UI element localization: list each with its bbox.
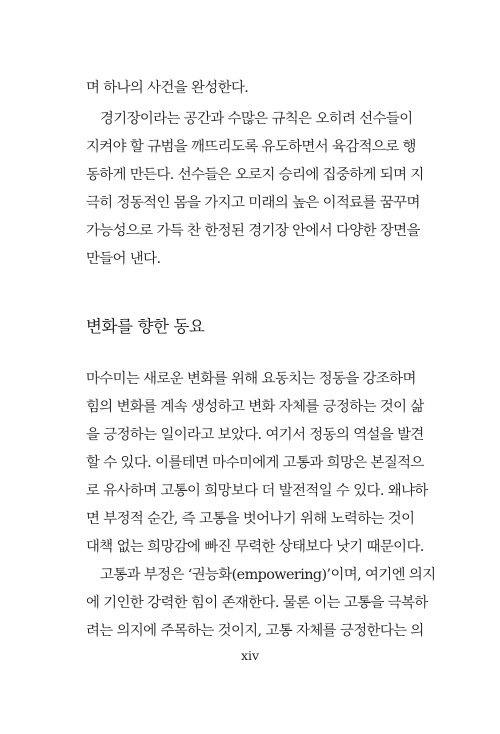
paragraph-line: 로 유사하며 고통이 희망보다 더 발전적일 수 있다. 왜냐하 xyxy=(86,483,428,499)
paragraph-line: 동하게 만든다. 선수들은 오로지 승리에 집중하게 되며 지 xyxy=(86,167,424,183)
paragraph-line: 대책 없는 희망감에 빠진 무력한 상태보다 낫기 때문이다. xyxy=(86,539,424,555)
paragraph-line: 면 부정적 순간, 즉 고통을 벗어나기 위해 노력하는 것이 xyxy=(86,511,415,527)
section-heading: 변화를 향한 동요 xyxy=(86,317,205,336)
paragraph-line: 가능성으로 가득 찬 한정된 경기장 안에서 다양한 장면을 xyxy=(86,223,420,239)
paragraph-line: 에 기인한 강력한 힘이 존재한다. 물론 이는 고통을 극복하 xyxy=(86,595,428,611)
paragraph-line: 려는 의지에 주목하는 것이지, 고통 자체를 긍정한다는 의 xyxy=(86,623,424,639)
paragraph-line: 힘의 변화를 계속 생성하고 변화 자체를 긍정하는 것이 삶 xyxy=(86,399,424,415)
paragraph-line: 할 수 있다. 이를테면 마수미에게 고통과 희망은 본질적으 xyxy=(86,455,424,471)
paragraph-line: 마수미는 새로운 변화를 위해 요동치는 정동을 강조하며 xyxy=(86,371,416,387)
paragraph-line: 며 하나의 사건을 완성한다. xyxy=(86,80,249,96)
page-number: xiv xyxy=(240,648,260,663)
paragraph-line: 만들어 낸다. xyxy=(86,251,161,267)
paragraph-line: 경기장이라는 공간과 수많은 규칙은 오히려 선수들이 xyxy=(100,111,413,127)
paragraph-line: 고통과 부정은 ‘권능화(empowering)’이며, 여기엔 의지 xyxy=(100,567,436,583)
paragraph-line: 지켜야 할 규범을 깨뜨리도록 유도하면서 육감적으로 행 xyxy=(86,139,416,155)
paragraph-line: 극히 정동적인 몸을 가지고 미래의 높은 이적료를 꿈꾸며 xyxy=(86,195,420,211)
paragraph-line: 을 긍정하는 일이라고 보았다. 여기서 정동의 역설을 발견 xyxy=(86,427,424,443)
